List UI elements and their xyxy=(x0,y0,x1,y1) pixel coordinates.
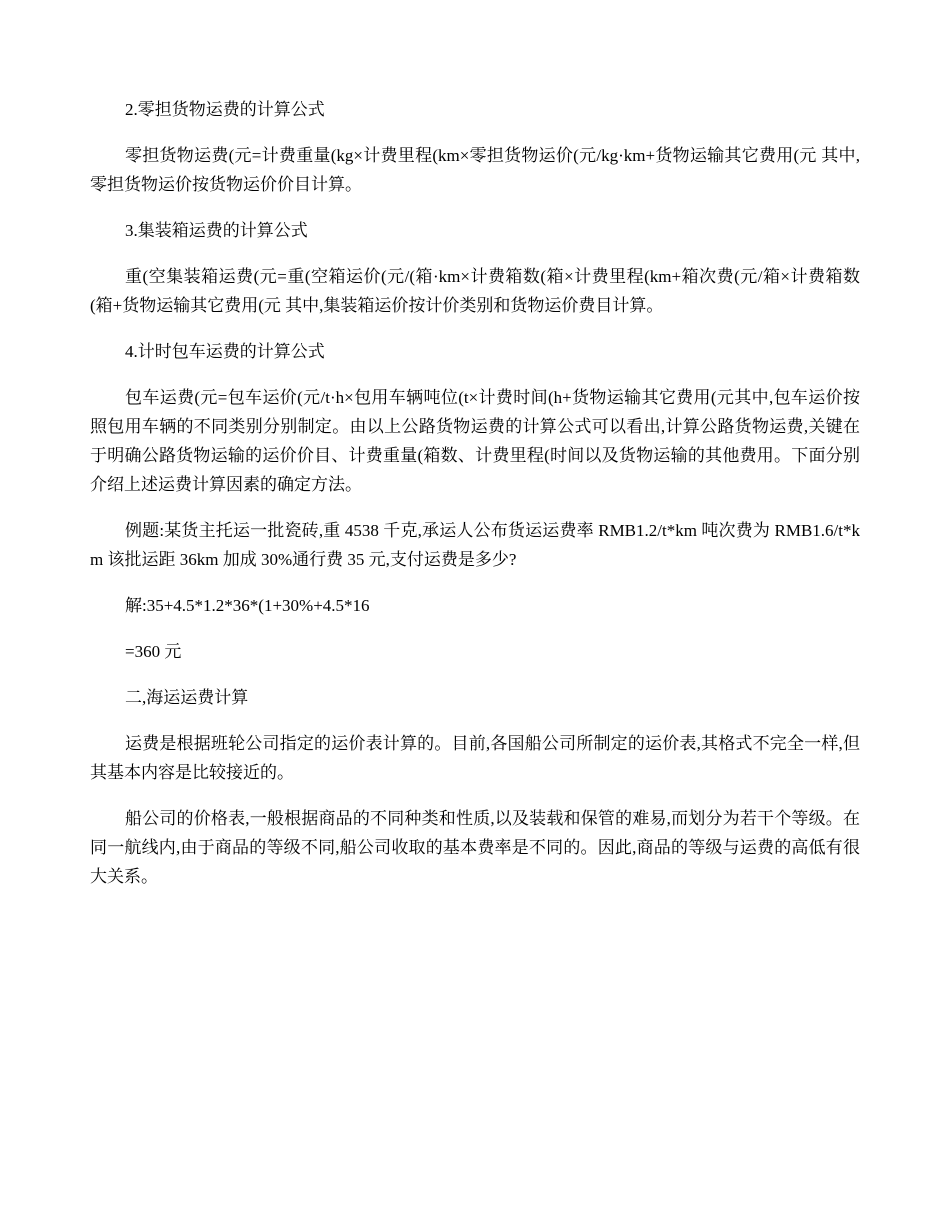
heading-sea-freight: 二,海运运费计算 xyxy=(125,688,249,707)
paragraph-rate-table: 运费是根据班轮公司指定的运价表计算的。目前,各国船公司所制定的运价表,其格式不完全一样,但其基本内容是比较接近的。 xyxy=(90,734,860,782)
paragraph-charter-freight-formula: 包车运费(元=包车运价(元/t·h×包用车辆吨位(t×计费时间(h+货物运输其它费用(元其中,包车运价按照包用车辆的不同类别分别制定。由以上公路货物运费的计算公式可以看出,计算公路货物运费,关键在于明确公路货物运输的运价价目、计费重量(箱数、计费里程(时间以及货物运输的其他费用。下面分别介绍上述运费计算因素的确定方法。 xyxy=(90,388,860,494)
paragraph-solution-result: =360 元 xyxy=(125,642,182,661)
paragraph-example-question: 例题:某货主托运一批瓷砖,重 4538 千克,承运人公布货运运费率 RMB1.2/t*km 吨次费为 RMB1.6/t*km 该批运距 36km 加成 30%通行费 35 元,支付运费是多少? xyxy=(90,521,860,569)
paragraph-container-freight-formula: 重(空集装箱运费(元=重(空箱运价(元/(箱·km×计费箱数(箱×计费里程(km+箱次费(元/箱×计费箱数(箱+货物运输其它费用(元 其中,集装箱运价按计价类别和货物运价费目计算。 xyxy=(90,267,860,315)
heading-ltl-freight-formula: 2.零担货物运费的计算公式 xyxy=(125,100,325,119)
paragraph-ltl-freight-formula: 零担货物运费(元=计费重量(kg×计费里程(km×零担货物运价(元/kg·km+货物运输其它费用(元 其中,零担货物运价按货物运价价目计算。 xyxy=(90,146,860,194)
heading-charter-freight-formula: 4.计时包车运费的计算公式 xyxy=(125,342,325,361)
paragraph-commodity-grades: 船公司的价格表,一般根据商品的不同种类和性质,以及装载和保管的难易,而划分为若干个等级。在同一航线内,由于商品的等级不同,船公司收取的基本费率是不同的。因此,商品的等级与运费的高低有很大关系。 xyxy=(90,809,860,886)
paragraph-solution-step: 解:35+4.5*1.2*36*(1+30%+4.5*16 xyxy=(125,596,370,615)
heading-container-freight-formula: 3.集装箱运费的计算公式 xyxy=(125,221,308,240)
